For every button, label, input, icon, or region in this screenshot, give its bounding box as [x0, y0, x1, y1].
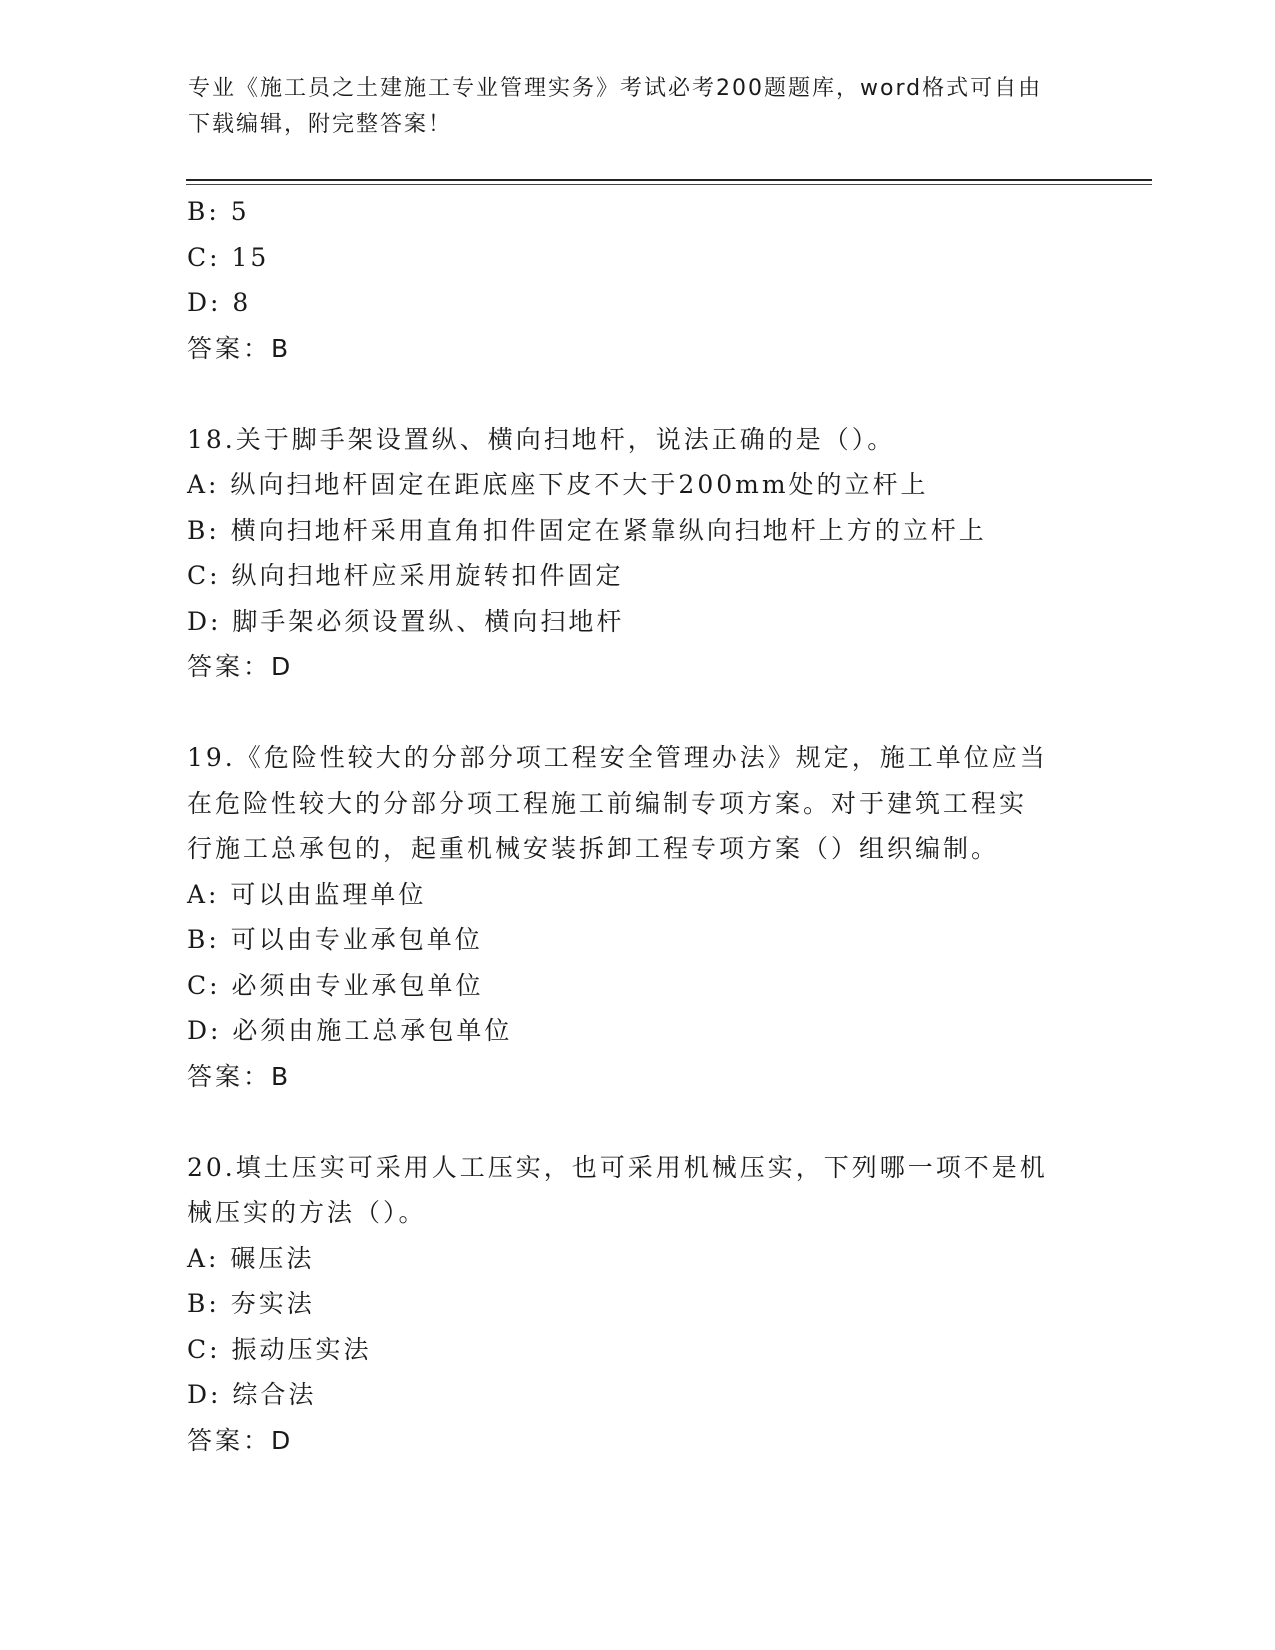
question-stem: 18.关于脚手架设置纵、横向扫地杆，说法正确的是（）。 [187, 424, 896, 454]
header-line-2: 下载编辑，附完整答案！ [188, 112, 453, 137]
header-line-1: 专业《施工员之土建施工专业管理实务》考试必考200题题库，word格式可自由 [188, 76, 1043, 101]
option-a: A: 纵向扫地杆固定在距底座下皮不大于200mm处的立杆上 [187, 470, 929, 499]
answer-line: 答案：D [187, 1425, 294, 1455]
option-c: C: 纵向扫地杆应采用旋转扣件固定 [187, 561, 624, 590]
option-d: D: 综合法 [187, 1380, 317, 1409]
option-c: C: 必须由专业承包单位 [187, 970, 484, 1000]
question-stem-line-1: 20.填土压实可采用人工压实，也可采用机械压实，下列哪一项不是机 [187, 1152, 1048, 1182]
question-19 [187, 735, 1087, 1099]
header-divider [186, 179, 1152, 181]
question-stem-line-1: 19.《危险性较大的分部分项工程安全管理办法》规定，施工单位应当 [187, 743, 1048, 772]
option-b: B: 夯实法 [187, 1289, 315, 1318]
question-stem-line-2: 在危险性较大的分部分项工程施工前编制专项方案。对于建筑工程实 [187, 788, 1028, 818]
header-divider-thin [186, 184, 1152, 185]
option-c: C: 15 [187, 242, 270, 272]
spacer [187, 371, 1087, 417]
question-stem-line-2: 械压实的方法（）。 [187, 1198, 427, 1227]
option-d: D: 脚手架必须设置纵、横向扫地杆 [187, 606, 625, 636]
option-d: D: 必须由施工总承包单位 [187, 1016, 513, 1045]
question-list [187, 189, 1087, 1463]
question-20 [187, 1145, 1087, 1464]
answer-line: 答案：D [187, 652, 294, 681]
option-d: D: 8 [187, 288, 252, 317]
option-b: B: 可以由专业承包单位 [187, 925, 483, 954]
spacer [187, 1099, 1087, 1145]
option-b: B: 5 [187, 197, 250, 226]
answer-line: 答案：B [187, 333, 292, 363]
option-c: C: 振动压实法 [187, 1334, 372, 1364]
option-a: A: 碾压法 [187, 1243, 315, 1273]
option-a: A: 可以由监理单位 [187, 879, 427, 909]
question-stem-line-3: 行施工总承包的，起重机械安装拆卸工程专项方案（）组织编制。 [187, 834, 1000, 863]
document-header [188, 71, 1068, 143]
option-b: B: 横向扫地杆采用直角扣件固定在紧靠纵向扫地杆上方的立杆上 [187, 515, 987, 545]
answer-line: 答案：B [187, 1061, 292, 1091]
question-18 [187, 417, 1087, 690]
question-17-tail [187, 189, 1087, 371]
spacer [187, 690, 1087, 736]
